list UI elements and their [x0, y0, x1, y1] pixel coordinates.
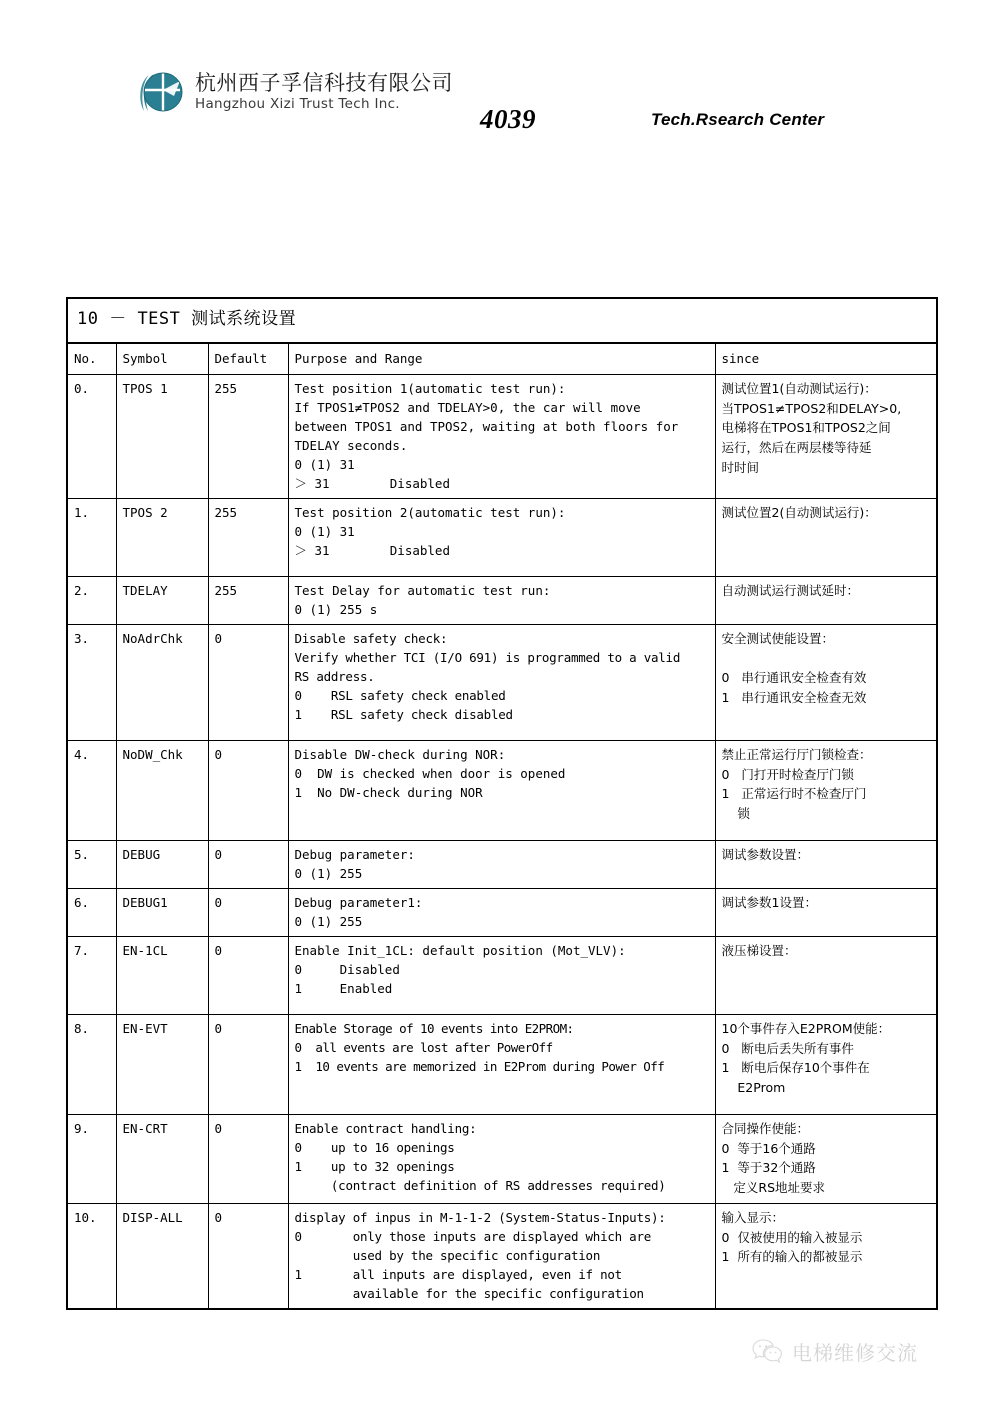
footer-watermark: [752, 1337, 918, 1366]
row-number: 10.: [67, 1203, 116, 1309]
since-line: 0 断电后丢失所有事件: [721, 1040, 854, 1056]
row-number: 0.: [67, 374, 116, 498]
purpose-line: 1 up to 32 openings: [294, 1158, 455, 1174]
since-line: 合同操作使能：: [721, 1120, 810, 1136]
row-since: [715, 888, 937, 936]
row-symbol: DISP-ALL: [116, 1203, 208, 1309]
purpose-line: Debug parameter:: [294, 846, 415, 862]
purpose-line: display of inpus in M-1-1-2 (System-Status-Inputs):: [294, 1209, 666, 1225]
purpose-line: 0 (1) 255: [294, 865, 363, 881]
row-default: 0: [208, 624, 288, 740]
purpose-line: between TPOS1 and TPOS2, waiting at both floors for: [294, 418, 679, 434]
column-header-symbol: Symbol: [116, 343, 208, 375]
since-line: 1 等于32个通路: [721, 1160, 816, 1176]
row-default: 255: [208, 374, 288, 498]
since-line: E2Prom: [721, 1080, 786, 1096]
purpose-line: 0 Disabled: [294, 961, 400, 977]
purpose-line: (contract definition of RS addresses required): [294, 1177, 666, 1193]
purpose-line: 1 10 events are memorized in E2Prom during Power Off: [294, 1058, 665, 1074]
purpose-line: 0 all events are lost after PowerOff: [294, 1039, 553, 1055]
row-number: 8.: [67, 1014, 116, 1114]
row-purpose: [288, 840, 715, 888]
since-line: 输入显示：: [721, 1209, 785, 1225]
row-default: 0: [208, 1014, 288, 1114]
purpose-line: Enable Storage of 10 events into E2PROM:: [294, 1020, 574, 1036]
purpose-line: 0 (1) 255 s: [294, 601, 378, 617]
row-default: 0: [208, 936, 288, 1014]
company-name-cn: 杭州西子孚信科技有限公司: [195, 70, 453, 95]
row-purpose: [288, 624, 715, 740]
since-line: 锁: [721, 806, 750, 822]
table-row: [67, 374, 937, 498]
row-number: 4.: [67, 740, 116, 840]
row-purpose: [288, 740, 715, 840]
table-row: [67, 1114, 937, 1203]
row-since: [715, 624, 937, 740]
row-purpose: [288, 936, 715, 1014]
column-header-no: No.: [67, 343, 116, 375]
purpose-line: 0 only those inputs are displayed which are: [294, 1228, 652, 1244]
page-header: [0, 0, 992, 160]
row-purpose: [288, 1114, 715, 1203]
purpose-line: 1 all inputs are displayed, even if not: [294, 1266, 622, 1282]
since-line: 液压梯设置：: [721, 942, 797, 958]
row-default: 0: [208, 1203, 288, 1309]
since-line: 0 等于16个通路: [721, 1140, 816, 1156]
since-line: 调试参数设置：: [721, 846, 810, 862]
wechat-icon: [752, 1338, 784, 1365]
row-since: [715, 1014, 937, 1114]
section-title: 10 － TEST 测试系统设置: [67, 298, 937, 343]
row-purpose: [288, 1014, 715, 1114]
row-since: [715, 740, 937, 840]
purpose-line: 0 RSL safety check enabled: [294, 687, 506, 703]
column-header-purpose: Purpose and Range: [288, 343, 715, 375]
table-row: [67, 1203, 937, 1309]
parameter-table-container: [66, 297, 936, 1310]
table-row: [67, 1014, 937, 1114]
since-line: 0 仅被使用的输入被显示: [721, 1229, 863, 1245]
row-symbol: EN-CRT: [116, 1114, 208, 1203]
row-since: [715, 374, 937, 498]
row-since: [715, 498, 937, 576]
since-line: 禁止正常运行厅门锁检查：: [721, 746, 872, 762]
since-line: 1 所有的输入的都被显示: [721, 1249, 863, 1265]
table-row: [67, 740, 937, 840]
purpose-line: 0 (1) 31: [294, 523, 355, 539]
purpose-line: 0 up to 16 openings: [294, 1139, 455, 1155]
globe-logo-icon: [134, 66, 186, 118]
purpose-line: 0 (1) 31: [294, 456, 355, 472]
since-line: 1 正常运行时不检查厅门: [721, 786, 867, 802]
row-symbol: TDELAY: [116, 576, 208, 624]
row-default: 255: [208, 576, 288, 624]
row-symbol: TPOS 2: [116, 498, 208, 576]
since-line: 0 串行通讯安全检查有效: [721, 670, 867, 686]
row-default: 0: [208, 888, 288, 936]
row-number: 1.: [67, 498, 116, 576]
row-number: 3.: [67, 624, 116, 740]
table-header-row: [67, 343, 937, 375]
row-number: 5.: [67, 840, 116, 888]
table-row: [67, 888, 937, 936]
table-row: [67, 840, 937, 888]
since-line: 1 串行通讯安全检查无效: [721, 690, 867, 706]
row-number: 6.: [67, 888, 116, 936]
purpose-line: RS address.: [294, 668, 375, 684]
purpose-line: ＞ 31 Disabled: [294, 542, 450, 558]
purpose-line: Enable contract handling:: [294, 1120, 477, 1136]
row-number: 7.: [67, 936, 116, 1014]
row-symbol: TPOS 1: [116, 374, 208, 498]
since-line: 1 断电后保存10个事件在: [721, 1060, 870, 1076]
row-symbol: DEBUG1: [116, 888, 208, 936]
since-line: 定义RS地址要求: [721, 1180, 826, 1196]
since-line: 0 门打开时检查厅门锁: [721, 766, 854, 782]
row-default: 0: [208, 1114, 288, 1203]
purpose-line: 1 RSL safety check disabled: [294, 706, 513, 722]
row-symbol: NoDW_Chk: [116, 740, 208, 840]
row-since: [715, 1203, 937, 1309]
row-symbol: DEBUG: [116, 840, 208, 888]
table-row: [67, 624, 937, 740]
purpose-line: TDELAY seconds.: [294, 437, 408, 453]
document-number: 4039: [480, 104, 536, 134]
since-line: 10个事件存入E2PROM使能：: [721, 1020, 891, 1036]
row-purpose: [288, 1203, 715, 1309]
table-section-title-row: [67, 298, 937, 343]
purpose-line: Verify whether TCI (I/O 691) is programmed to a valid: [294, 649, 681, 665]
since-line: 时时间: [721, 459, 760, 475]
table-row: [67, 936, 937, 1014]
since-line: 调试参数1设置：: [721, 894, 817, 910]
row-since: [715, 840, 937, 888]
company-name-en: Hangzhou Xizi Trust Tech Inc.: [195, 95, 400, 112]
row-number: 9.: [67, 1114, 116, 1203]
parameter-table: [66, 297, 938, 1310]
row-number: 2.: [67, 576, 116, 624]
since-line: [722, 649, 932, 669]
purpose-line: Disable DW-check during NOR:: [294, 746, 506, 762]
purpose-line: Test position 1(automatic test run):: [294, 380, 566, 396]
since-line: 运行，然后在两层楼等待延: [721, 440, 872, 456]
since-line: 当TPOS1≠TPOS2和DELAY>0,: [721, 400, 902, 416]
purpose-line: If TPOS1≠TPOS2 and TDELAY>0, the car will move: [294, 399, 641, 415]
row-since: [715, 936, 937, 1014]
table-row: [67, 498, 937, 576]
purpose-line: used by the specific configuration: [294, 1247, 601, 1263]
row-symbol: EN-1CL: [116, 936, 208, 1014]
purpose-line: ＞ 31 Disabled: [294, 475, 450, 491]
column-header-default: Default: [208, 343, 288, 375]
table-body: [67, 298, 937, 1309]
row-since: [715, 1114, 937, 1203]
purpose-line: available for the specific configuration: [294, 1285, 644, 1301]
purpose-line: Test position 2(automatic test run):: [294, 504, 566, 520]
purpose-line: 1 No DW-check during NOR: [294, 784, 483, 800]
row-purpose: [288, 888, 715, 936]
department-title: Tech.Rsearch Center: [651, 110, 825, 129]
purpose-line: Disable safety check:: [294, 630, 448, 646]
purpose-line: 0 DW is checked when door is opened: [294, 765, 566, 781]
row-symbol: NoAdrChk: [116, 624, 208, 740]
row-since: [715, 576, 937, 624]
table-row: [67, 576, 937, 624]
since-line: 测试位置2(自动测试运行)：: [721, 504, 877, 520]
watermark-label: 电梯维修交流: [792, 1341, 918, 1365]
since-line: 自动测试运行测试延时：: [721, 582, 860, 598]
purpose-line: Debug parameter1:: [294, 894, 423, 910]
row-default: 0: [208, 740, 288, 840]
since-line: 安全测试使能设置：: [721, 630, 835, 646]
purpose-line: Test Delay for automatic test run:: [294, 582, 551, 598]
row-default: 255: [208, 498, 288, 576]
row-purpose: [288, 498, 715, 576]
purpose-line: 1 Enabled: [294, 980, 393, 996]
since-line: 电梯将在TPOS1和TPOS2之间: [721, 420, 891, 436]
row-symbol: EN-EVT: [116, 1014, 208, 1114]
row-default: 0: [208, 840, 288, 888]
since-line: 测试位置1(自动测试运行)：: [721, 380, 877, 396]
row-purpose: [288, 374, 715, 498]
column-header-since: since: [715, 343, 937, 375]
purpose-line: Enable Init_1CL: default position (Mot_VLV):: [294, 942, 626, 958]
purpose-line: 0 (1) 255: [294, 913, 363, 929]
row-purpose: [288, 576, 715, 624]
company-logo: [134, 66, 453, 118]
